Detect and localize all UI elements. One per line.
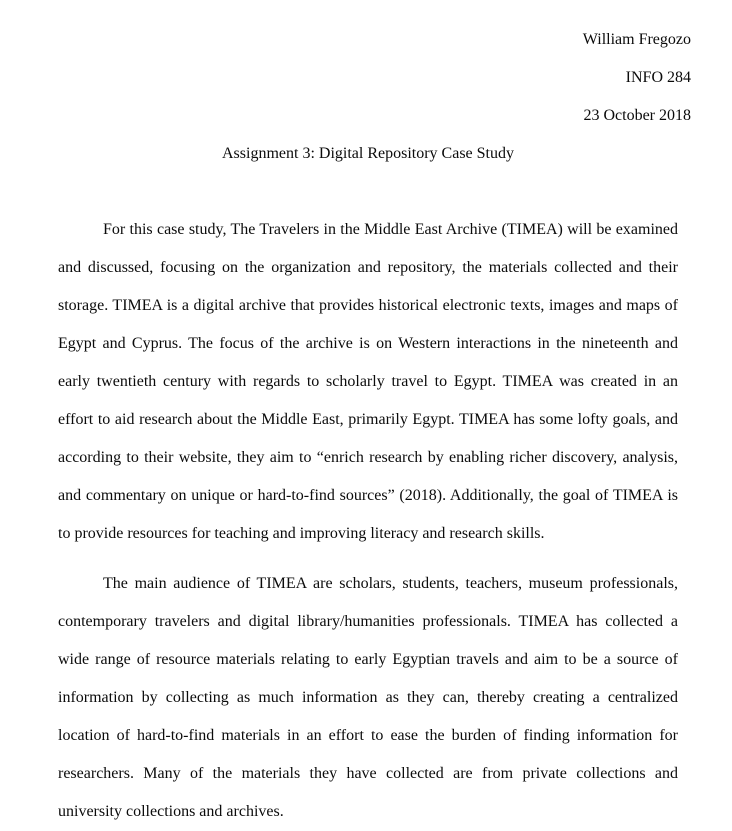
document-title: Assignment 3: Digital Repository Case Study: [222, 145, 514, 162]
paragraph-intro: For this case study, The Travelers in the Middle East Archive (TIMEA) will be examined and discussed, focusing on the organization and repository, the materials collected and their storage. TIMEA is a digital archive that provides historical electronic texts, images and maps of Egypt and Cyprus. The focus of the archive is on Western interactions in the nineteenth and early twentieth century with regards to scholarly travel to Egypt. TIMEA was created in an effort to aid research about the Middle East, primarily Egypt. TIMEA has some lofty goals, and according to their website, they aim to “enrich research by enabling richer discovery, analysis, and commentary on unique or hard-to-find sources” (2018). Additionally, the goal of TIMEA is to provide resources for teaching and improving literacy and research skills.: [58, 221, 678, 542]
document-date: 23 October 2018: [583, 107, 691, 124]
course-number: INFO 284: [625, 69, 691, 86]
author-name: William Fregozo: [582, 31, 691, 48]
paragraph-audience: The main audience of TIMEA are scholars, students, teachers, museum professionals, contemporary travelers and digital library/humanities professionals. TIMEA has collected a wide range of resource materials relating to early Egyptian travels and aim to be a source of information by collecting as much information as they can, thereby creating a centralized location of hard-to-find materials in an effort to ease the burden of finding information for researchers. Many of the materials they have collected are from private collections and university collections and archives.: [58, 575, 678, 820]
document-header: [58, 21, 691, 135]
